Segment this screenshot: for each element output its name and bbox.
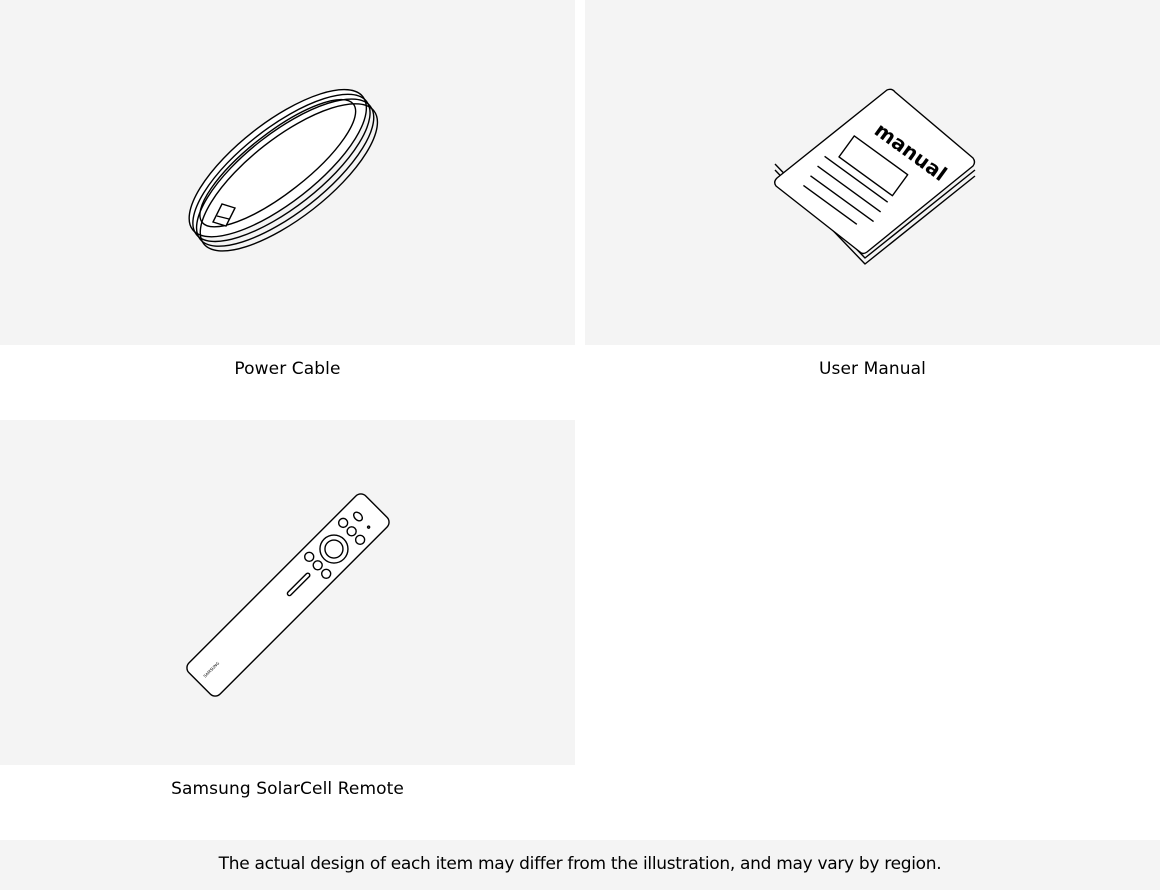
power-cable-icon [0,0,575,345]
manual-cover-text: manual [870,117,952,186]
accessory-card-solarcell-remote [0,420,575,799]
solarcell-remote-icon [0,420,575,765]
accessory-label: User Manual [818,359,927,379]
disclaimer-note: The actual design of each item may differ from the illustration, and may vary by region. [0,840,1160,890]
accessory-image [0,0,575,345]
accessory-image [585,0,1160,345]
accessory-image [0,420,575,765]
accessory-card-user-manual [585,0,1160,379]
accessory-label: Power Cable [234,359,341,379]
accessory-label: Samsung SolarCell Remote [171,779,404,799]
remote-brand-text: SAMSUNG [202,660,221,679]
user-manual-icon [585,0,1160,345]
accessory-card-power-cable [0,0,575,379]
